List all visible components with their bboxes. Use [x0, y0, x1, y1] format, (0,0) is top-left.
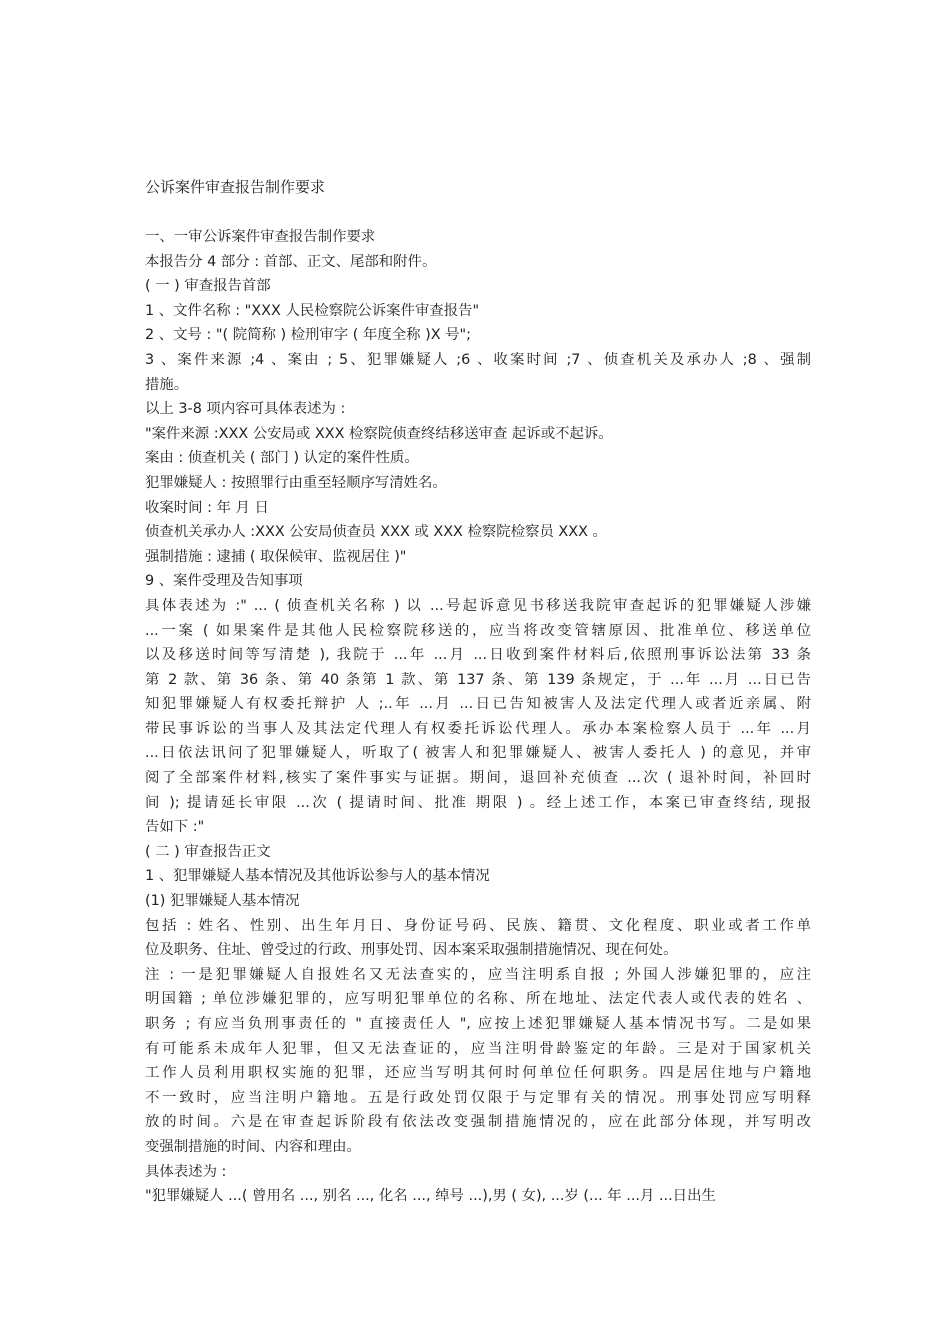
document-line: 有可能系未成年人犯罪，但又无法查证的，应当注明骨龄鉴定的年龄。三是对于国家机关	[145, 1040, 811, 1057]
document-line: 一、一审公诉案件审查报告制作要求	[145, 229, 376, 245]
document-line: 明国籍 ; 单位涉嫌犯罪的，应写明犯罪单位的名称、所在地址、法定代表人或代表的姓名 、	[145, 991, 811, 1008]
document-line: 放的时间。六是在审查起诉阶段有依法改变强制措施情况的，应在此部分体现，并写明改	[145, 1114, 811, 1131]
document-line: 强制措施 : 逮捕 ( 取保候审、监视居住 )"	[145, 548, 407, 565]
document-line: 1 、犯罪嫌疑人基本情况及其他诉讼参与人的基本情况	[145, 868, 490, 885]
document-line: 带民事诉讼的当事人及其法定代理人有权委托诉讼代理人。承办本案检察人员于 ...年 ...月	[145, 720, 811, 737]
document-line: 告如下 :"	[145, 819, 205, 836]
document-line: ...日依法讯问了犯罪嫌疑人，听取了( 被害人和犯罪嫌疑人、被害人委托人 ) 的意见，并审	[145, 745, 811, 762]
document-line: 收案时间 : 年 月 日	[145, 499, 269, 516]
document-page	[145, 175, 811, 1209]
document-line: 本报告分 4 部分 : 首部、正文、尾部和附件。	[145, 253, 437, 270]
document-line: (1) 犯罪嫌疑人基本情况	[145, 893, 300, 910]
document-line: 以上 3-8 项内容可具体表述为 :	[145, 401, 346, 418]
document-line: 第 2 款、第 36 条、第 40 条第 1 款、第 137 条、第 139 条规定，于 ...年 ...月 ...日已告	[145, 671, 811, 688]
document-line: "案件来源 :XXX 公安局或 XXX 检察院侦查终结移送审查 起诉或不起诉。	[145, 425, 613, 442]
document-line: 包括 : 姓名、性别、出生年月日、身份证号码、民族、籍贯、文化程度、职业或者工作单	[145, 917, 811, 934]
document-line: 具体表述为 :" ... ( 侦查机关名称 ) 以 ...号起诉意见书移送我院审查起诉的犯罪嫌疑人涉嫌	[145, 597, 811, 614]
document-line: 侦查机关承办人 :XXX 公安局侦查员 XXX 或 XXX 检察院检察员 XXX 。	[145, 524, 607, 541]
document-line: "犯罪嫌疑人 ...( 曾用名 ..., 别名 ..., 化名 ..., 绰号 ...),男 ( 女), ...岁 (... 年 ...月 ...日出生	[145, 1188, 716, 1205]
document-line: ...一案 ( 如果案件是其他人民检察院移送的，应当将改变管辖原因、批准单位、移送单位	[145, 622, 811, 639]
document-body	[145, 225, 811, 1209]
document-line: 9 、案件受理及告知事项	[145, 573, 303, 590]
document-line: 3 、案件来源 ;4 、案由 ; 5、犯罪嫌疑人 ;6 、收案时间 ;7 、侦查机关及承办人 ;8 、强制	[145, 351, 811, 368]
document-line: 以及移送时间等写清楚 ), 我院于 ...年 ...月 ...日收到案件材料后,依照刑事诉讼法第 33 条	[145, 647, 811, 664]
document-line: 措施。	[145, 376, 189, 393]
document-line: 位及职务、住址、曾受过的行政、刑事处罚、因本案采取强制措施情况、现在何处。	[145, 942, 678, 959]
document-line: ( 一 ) 审查报告首部	[145, 278, 271, 295]
document-line: 具体表述为 :	[145, 1163, 227, 1180]
document-line: 不一致时，应当注明户籍地。五是行政处罚仅限于与定罪有关的情况。刑事处罚应写明释	[145, 1089, 811, 1106]
document-line: ( 二 ) 审查报告正文	[145, 843, 271, 860]
document-title: 公诉案件审查报告制作要求	[145, 178, 326, 196]
document-line: 工作人员利用职权实施的犯罪，还应当写明其何时何单位任何职务。四是居住地与户籍地	[145, 1065, 811, 1082]
document-line: 职务 ; 有应当负刑事责任的 " 直接责任人 ", 应按上述犯罪嫌疑人基本情况书写。二是如果	[145, 1016, 811, 1032]
document-line: 知犯罪嫌疑人有权委托辩护 人 ;..年 ...月 ...日已告知被害人及法定代理人或者近亲属、附	[145, 696, 811, 713]
document-line: 案由 : 侦查机关 ( 部门 ) 认定的案件性质。	[145, 450, 419, 467]
document-line: 2 、文号 : "( 院简称 ) 检刑审字 ( 年度全称 )X 号";	[145, 327, 472, 344]
document-line: 注 : 一是犯罪嫌疑人自报姓名又无法查实的，应当注明系自报 ; 外国人涉嫌犯罪的，应注	[145, 966, 811, 983]
document-line: 阅了全部案件材料,核实了案件事实与证据。期间，退回补充侦查 ...次 ( 退补时间，补回时	[145, 770, 811, 787]
document-line: 犯罪嫌疑人 : 按照罪行由重至轻顺序写清姓名。	[145, 474, 447, 491]
document-line: 1 、文件名称 : "XXX 人民检察院公诉案件审查报告"	[145, 302, 480, 319]
document-line: 变强制措施的时间、内容和理由。	[145, 1138, 361, 1155]
document-line: 间 ); 提请延长审限 ...次 ( 提请时间、批准 期限 ) 。经上述工作，本案已审查终结, 现报	[145, 794, 811, 811]
